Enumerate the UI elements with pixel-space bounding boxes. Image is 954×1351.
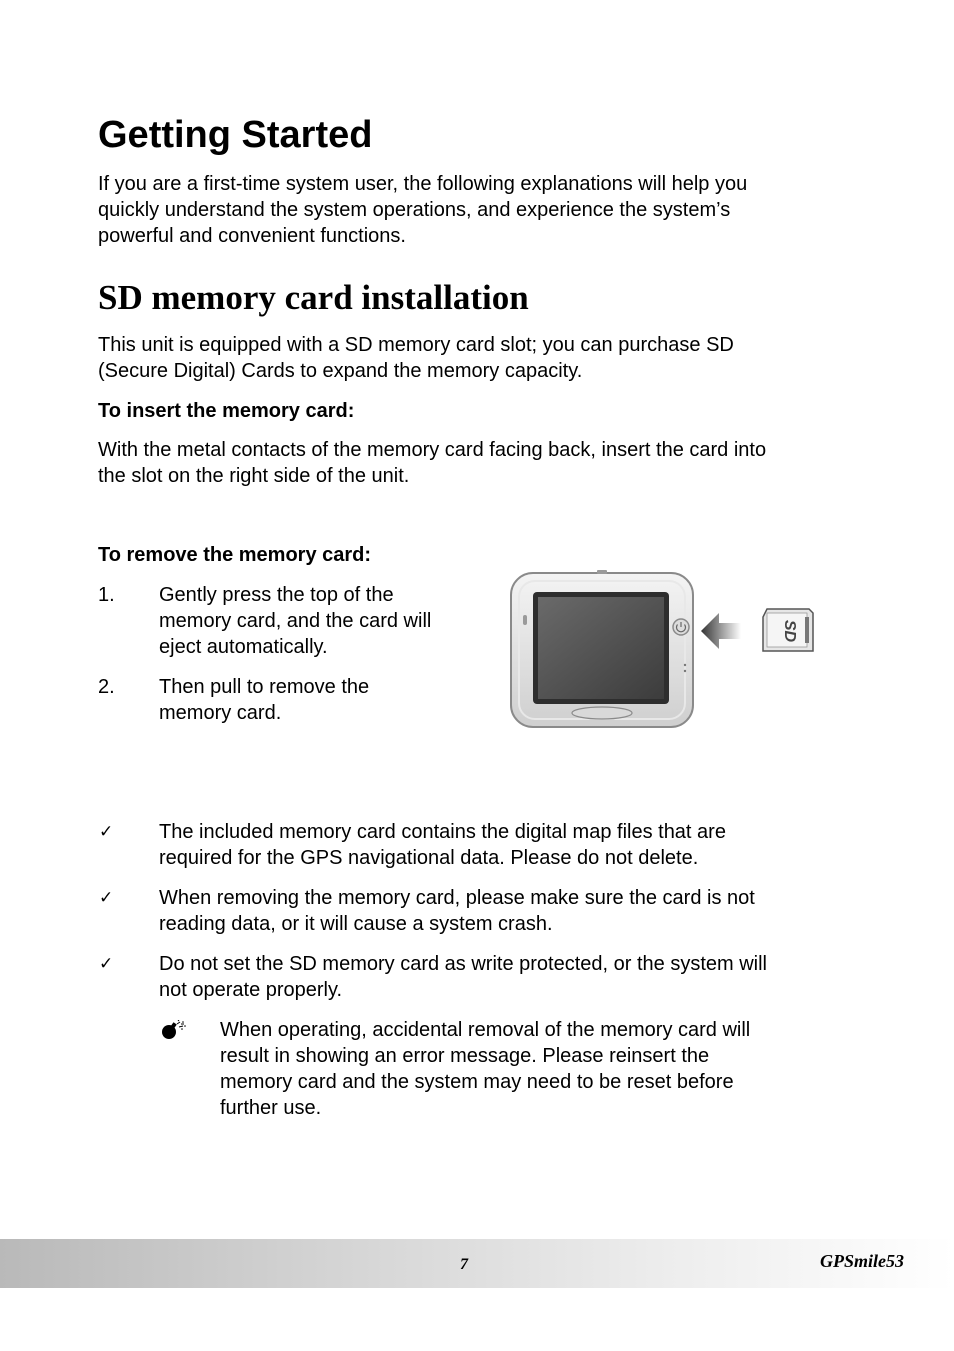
note-text	[159, 885, 755, 937]
note-line: required for the GPS navigational data. Please do not delete.	[159, 847, 699, 869]
remove-heading: To remove the memory card:	[98, 544, 372, 566]
step-line: Gently press the top of the	[159, 584, 394, 606]
note-line: When removing the memory card, please make sure the card is not	[159, 887, 755, 909]
note-text	[159, 819, 726, 871]
sd-card-label: SD	[781, 619, 798, 643]
step-line: Then pull to remove the	[159, 676, 370, 698]
page-title: Getting Started	[98, 114, 373, 156]
note-line: The included memory card contains the digital map files that are	[159, 821, 726, 843]
check-icon: ✓	[99, 954, 114, 974]
sd-card-icon	[763, 609, 813, 651]
footer-band	[0, 1239, 954, 1288]
warning-line: result in showing an error message. Please reinsert the	[220, 1045, 710, 1067]
step-number: 1.	[98, 584, 115, 606]
model-name: GPSmile53	[820, 1251, 904, 1271]
warning-line: When operating, accidental removal of the memory card will	[220, 1019, 751, 1041]
section-intro-line: (Secure Digital) Cards to expand the memory capacity.	[98, 360, 583, 382]
intro-line: If you are a first-time system user, the following explanations will help you	[98, 173, 748, 195]
insert-arrow-icon	[701, 613, 741, 649]
note-line: reading data, or it will cause a system crash.	[159, 913, 553, 935]
insert-heading: To insert the memory card:	[98, 400, 355, 422]
warning-text	[220, 1017, 750, 1121]
sd-card-illustration	[505, 565, 825, 733]
device-figure	[505, 565, 825, 733]
note-line: not operate properly.	[159, 979, 343, 1001]
step-number: 2.	[98, 676, 115, 698]
page-number: 7	[460, 1256, 468, 1273]
step-line: memory card, and the card will	[159, 610, 432, 632]
step-line: eject automatically.	[159, 636, 328, 658]
section-intro	[98, 332, 734, 384]
bomb-icon	[160, 1020, 188, 1042]
insert-line: With the metal contacts of the memory card facing back, insert the card into	[98, 439, 767, 461]
warning-line: memory card and the system may need to be reset before	[220, 1071, 734, 1093]
intro-line: powerful and convenient functions.	[98, 225, 406, 247]
device-screen	[538, 597, 664, 699]
intro-paragraph	[98, 171, 747, 249]
intro-line: quickly understand the system operations, and experience the system’s	[98, 199, 731, 221]
check-icon: ✓	[99, 822, 114, 842]
section-intro-line: This unit is equipped with a SD memory card slot; you can purchase SD	[98, 334, 734, 356]
check-icon: ✓	[99, 888, 114, 908]
note-line: Do not set the SD memory card as write protected, or the system will	[159, 953, 767, 975]
section-title: SD memory card installation	[98, 278, 529, 317]
insert-line: the slot on the right side of the unit.	[98, 465, 410, 487]
step-text	[159, 674, 369, 726]
note-text	[159, 951, 767, 1003]
step-text	[159, 582, 431, 660]
step-line: memory card.	[159, 702, 282, 724]
insert-paragraph	[98, 437, 766, 489]
warning-line: further use.	[220, 1097, 322, 1119]
